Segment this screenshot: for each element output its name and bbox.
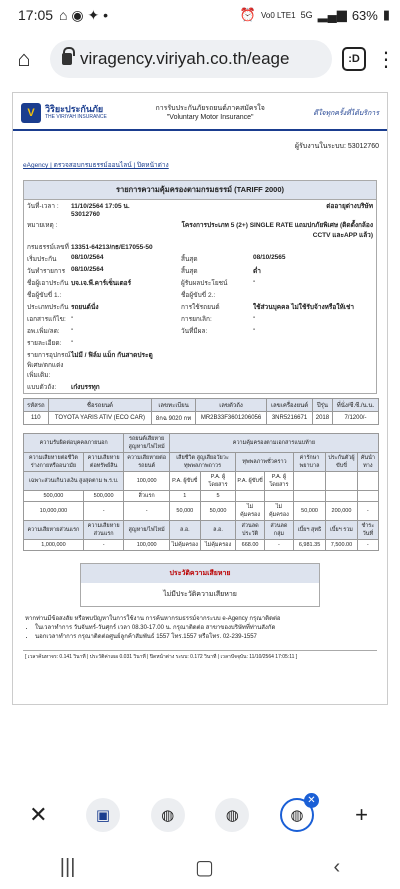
brand-logo-icon: V: [21, 103, 41, 123]
cell: ความเสียหายต่อทรัพย์สิน: [83, 453, 124, 472]
vehicle-table: [23, 398, 379, 425]
cell: คันนำ ทาง: [357, 453, 378, 472]
recent-apps-icon[interactable]: |||: [59, 855, 76, 878]
cell: P.A. ผู้ขับขี่: [236, 472, 265, 491]
label: การใช้รถยนต์: [181, 304, 220, 311]
cell: เสียชีวิต สูญเสียอวัยวะทุพพลภาพถาวร: [169, 453, 235, 472]
cell: 1: [169, 491, 200, 502]
cell: ไม่คุ้มครอง: [169, 540, 200, 551]
label: วันทำรายการ: [27, 268, 66, 275]
cell: 7/1200/-: [332, 412, 378, 425]
value: โครงการประเภท 5 (2+) SINGLE RATE แถมปกภัยพิเศษ (ติดตั้งกล้อง CCTV และAPP แล้ว): [181, 222, 373, 239]
cell: 50,000: [169, 502, 200, 521]
value: รถยนต์นั่ง: [71, 304, 99, 311]
clock: 17:05: [18, 7, 54, 23]
note-intro: หากท่านมีข้อสงสัย หรือพบปัญหาในการใช้งาน การค้นหากรมธรรม์จากระบบ e-Agency กรุณาติดต่อ: [25, 616, 281, 622]
label: เอกสารแก้ไข:: [27, 316, 66, 323]
notification-icon: ⌂ ◉ ✦ •: [59, 6, 109, 23]
home-nav-icon[interactable]: ▢: [195, 856, 214, 879]
label: กรมธรรม์เลขที่: [27, 244, 69, 251]
doc-header: [13, 93, 387, 131]
cell: ไม่คุ้มครอง: [200, 540, 235, 551]
doc-heading: การรับประกันภัยรถยนต์ภาคสมัครใจ "Voluntary Motor Insurance": [155, 104, 265, 121]
value: -: [253, 278, 256, 285]
issuer-code: ผู้รับงานในระบบ: 53012760: [294, 143, 379, 150]
cell: 8กฉ 9020 กท: [152, 412, 196, 425]
cell: P.A. ผู้โดยสาร: [264, 472, 293, 491]
cell: 6,981.35: [293, 540, 325, 551]
label: วันที่-เวลา :: [27, 203, 59, 210]
cell: ล.อ.: [169, 521, 200, 540]
value: เก๋งบรรทุก: [71, 384, 100, 391]
cell: ความคุ้มครองตามเอกสารแนบท้าย: [169, 434, 378, 453]
viriyah-icon: ▣: [95, 807, 111, 824]
note-item: • ในเวลาทำการ วันจันทร์-วันศุกร์ เวลา 08.30-17.00 น. กรุณาติดต่อ สาขาของบริษัทที่ท่านสังกัด: [35, 624, 375, 633]
cell: 100,000: [124, 540, 169, 551]
value: 08/10/2564: [71, 266, 104, 273]
cell: 10,000,000: [24, 502, 84, 521]
label: รายละเอียด:: [27, 340, 62, 347]
label: ชื่อผู้เอาประกัน: [27, 280, 69, 287]
policy-form: [23, 200, 377, 394]
cell: ความเสียหายต่อรถยนต์: [124, 453, 169, 472]
col-header: เลขตัวถัง: [195, 399, 266, 412]
claim-history: [80, 563, 320, 607]
cell: -: [124, 502, 169, 521]
cell: 100,000: [124, 472, 169, 491]
cell: เบี้ยฯ รวม: [326, 521, 357, 540]
cell: เฉพาะส่วนเกินวงเงิน สูงสุดตาม พ.ร.บ.: [24, 472, 124, 491]
url-text: viragency.viriyah.co.th/eage: [80, 49, 290, 68]
col-header: ที่นั่ง/ซี.ซี./น.น.: [332, 399, 378, 412]
cell: ทุพพลภาพชั่วคราว: [236, 453, 294, 472]
cell: P.A. ผู้ขับขี่: [169, 472, 200, 491]
back-icon[interactable]: ‹: [333, 855, 341, 878]
cell: -: [83, 502, 124, 521]
nav-links[interactable]: eAgency | ตรวจสอบกรมธรรม์ออนไลน์ | ปิดหน้าต่าง: [23, 162, 169, 169]
status-bar: [0, 0, 400, 30]
tab-viriyah[interactable]: [86, 798, 120, 832]
cell: 50,000: [293, 502, 325, 521]
value: 08/10/2565: [253, 254, 286, 261]
col-header: ปีรุ่น: [312, 399, 332, 412]
cell: ไม่คุ้มครอง: [264, 502, 293, 521]
claim-body: ไม่มีประวัติความเสียหาย: [163, 591, 237, 598]
new-tab-button[interactable]: +: [355, 802, 369, 827]
label: ประเภทประกัน: [27, 304, 69, 311]
tab-active[interactable]: [280, 795, 316, 832]
label: การยกเลิก:: [181, 316, 212, 323]
claim-title: ประวัติความเสียหาย: [81, 564, 319, 583]
label: หมายเหตุ :: [27, 222, 58, 229]
signal-label: 5G: [300, 10, 313, 20]
cell: เบี้ยฯ สุทธิ: [293, 521, 325, 540]
close-tab-icon[interactable]: ✕: [304, 793, 319, 808]
label: เริ่มประกัน: [27, 256, 57, 263]
alarm-icon: ⏰: [239, 7, 257, 22]
value: 13351-64213/กธ/E17055-50: [71, 244, 153, 251]
label: ชื่อผู้ขับขี่ 1.:: [27, 292, 62, 299]
tab-switcher-button[interactable]: :D: [342, 47, 366, 71]
system-nav-bar: [0, 845, 400, 889]
value: -: [71, 326, 74, 333]
cell: 1,000,000: [24, 540, 84, 551]
contact-note: [13, 607, 387, 650]
label: รายการอุปกรณ์พิเศษ/ตกแต่งเพิ่มเติม:: [27, 352, 71, 379]
col-header: เลขเครื่องยนต์: [267, 399, 313, 412]
label: ผู้รับผลประโยชน์: [181, 280, 228, 287]
cell: ค่ารักษาพยาบาล: [293, 453, 325, 472]
close-icon[interactable]: ✕: [29, 802, 48, 827]
home-icon[interactable]: ⌂: [17, 46, 31, 71]
label: สิ้นสุด: [181, 256, 198, 263]
cell: -: [357, 540, 378, 551]
label: วันที่มีผล:: [181, 328, 208, 335]
cell: MR2B33F3601206056: [195, 412, 266, 425]
tab-globe-1[interactable]: [151, 798, 185, 832]
label: ชื่อผู้ขับขี่ 2.:: [181, 292, 216, 299]
browser-toolbar: [0, 30, 400, 88]
signal-icon: ▂▄▆: [317, 7, 347, 22]
col-header: รหัสรถ: [24, 399, 49, 412]
value: -: [253, 314, 256, 321]
note-item: • นอกเวลาทำการ กรุณาติดต่อศูนย์ลูกค้าสัมพันธ์ 1557 โทร.1557 หรือโทร. 02-239-1557: [35, 633, 375, 642]
battery-level: 63%: [351, 7, 378, 23]
cell: 5: [200, 491, 235, 502]
cell: 200,000: [326, 502, 357, 521]
cell: 7,500.00: [326, 540, 357, 551]
cell: ไม่คุ้มครอง: [236, 502, 265, 521]
globe-icon: ◍: [290, 807, 304, 824]
value: ต่ำ: [253, 268, 261, 275]
value: ใช้ส่วนบุคคล ไม่ใช้รับจ้างหรือให้เช่า: [253, 304, 355, 311]
cell: P.A. ผู้โดยสาร: [200, 472, 235, 491]
network-label: Vo0 LTE1: [261, 10, 296, 20]
cell: 3NR5216671: [267, 412, 313, 425]
section-title: รายการความคุ้มครองตามกรมธรรม์ (TARIFF 2000): [23, 180, 377, 200]
value: 11/10/2564 17:05 น. 53012760: [71, 203, 130, 218]
cell: ความรับผิดต่อบุคคลภายนอก: [24, 434, 124, 453]
cell: ความเสียหายต่อชีวิตร่างกายหรืออนามัย: [24, 453, 84, 472]
value: ไม่มี / ฟิล์ม แม็ก กันสาดประตู: [71, 352, 153, 359]
tab-strip: [0, 790, 400, 840]
globe-icon: ◍: [225, 807, 239, 824]
tab-globe-2[interactable]: [215, 798, 249, 832]
globe-icon: ◍: [161, 807, 175, 824]
cell: สูญหาย/ไฟไหม้: [124, 521, 169, 540]
cell: ชำระวันที่: [357, 521, 378, 540]
col-header: เลขทะเบียน: [152, 399, 196, 412]
value: 08/10/2564: [71, 254, 104, 261]
coverage-table: [23, 433, 379, 551]
cell: รถยนต์เสียหายสูญหาย/ไฟไหม้: [124, 434, 169, 453]
slogan: ดีใจทุกครั้งที่ได้บริการ: [313, 109, 379, 117]
table-row: [24, 412, 379, 425]
cell: -: [264, 540, 293, 551]
cell: ประกันตัวผู้ขับขี่: [326, 453, 357, 472]
cell: ส่วนลดประวัติ: [236, 521, 265, 540]
value: -: [253, 326, 256, 333]
cell: 500,000: [83, 491, 124, 502]
label: อพ.เพิ่ม/ลด:: [27, 328, 60, 335]
cell: ความเสียหายส่วนแรก: [83, 521, 124, 540]
policy-page: [12, 92, 388, 705]
col-header: ชื่อรถยนต์: [48, 399, 151, 412]
label: แบบตัวถัง:: [27, 384, 57, 391]
label: สิ้นสุด: [181, 268, 198, 275]
cell: 50,000: [200, 502, 235, 521]
url-bar[interactable]: [50, 40, 332, 78]
lock-icon: [62, 53, 72, 65]
battery-icon: ▮: [382, 7, 390, 22]
cell: TOYOTA YARIS ATIV (ECO CAR): [48, 412, 151, 425]
value: -: [71, 314, 74, 321]
cell: สิ่วแรก: [124, 491, 169, 502]
cell: ส่วนลดกลุ่ม: [264, 521, 293, 540]
cell: 500,000: [24, 491, 84, 502]
cell: -: [357, 502, 378, 521]
cell: -: [83, 540, 124, 551]
cell: 110: [24, 412, 49, 425]
menu-icon[interactable]: ⋮: [376, 48, 396, 71]
cell: ความเสียหายส่วนแรก: [24, 521, 84, 540]
cell: 668.00: [236, 540, 265, 551]
cell: ล.อ.: [200, 521, 235, 540]
value: บจ.เจ.พี.คาร์เซ็นเตอร์: [71, 280, 132, 287]
timing-footer: [ เวลาค้นหาจร: 0.141 วินาที | ประวัติค่าเผอ 0.031 วินาที | ปิดหน้าต่าง ระบบ: 0.172 วินาที | เวลาปัจจุบัน: 11/10/2564 17:05:11 ]: [23, 650, 377, 663]
brand-name: วิริยะประกันภัย THE VIRIYAH INSURANCE: [45, 104, 107, 121]
cell: 2018: [312, 412, 332, 425]
value: -: [71, 338, 74, 345]
value: ต่ออายุต่างบริษัท: [326, 203, 373, 210]
